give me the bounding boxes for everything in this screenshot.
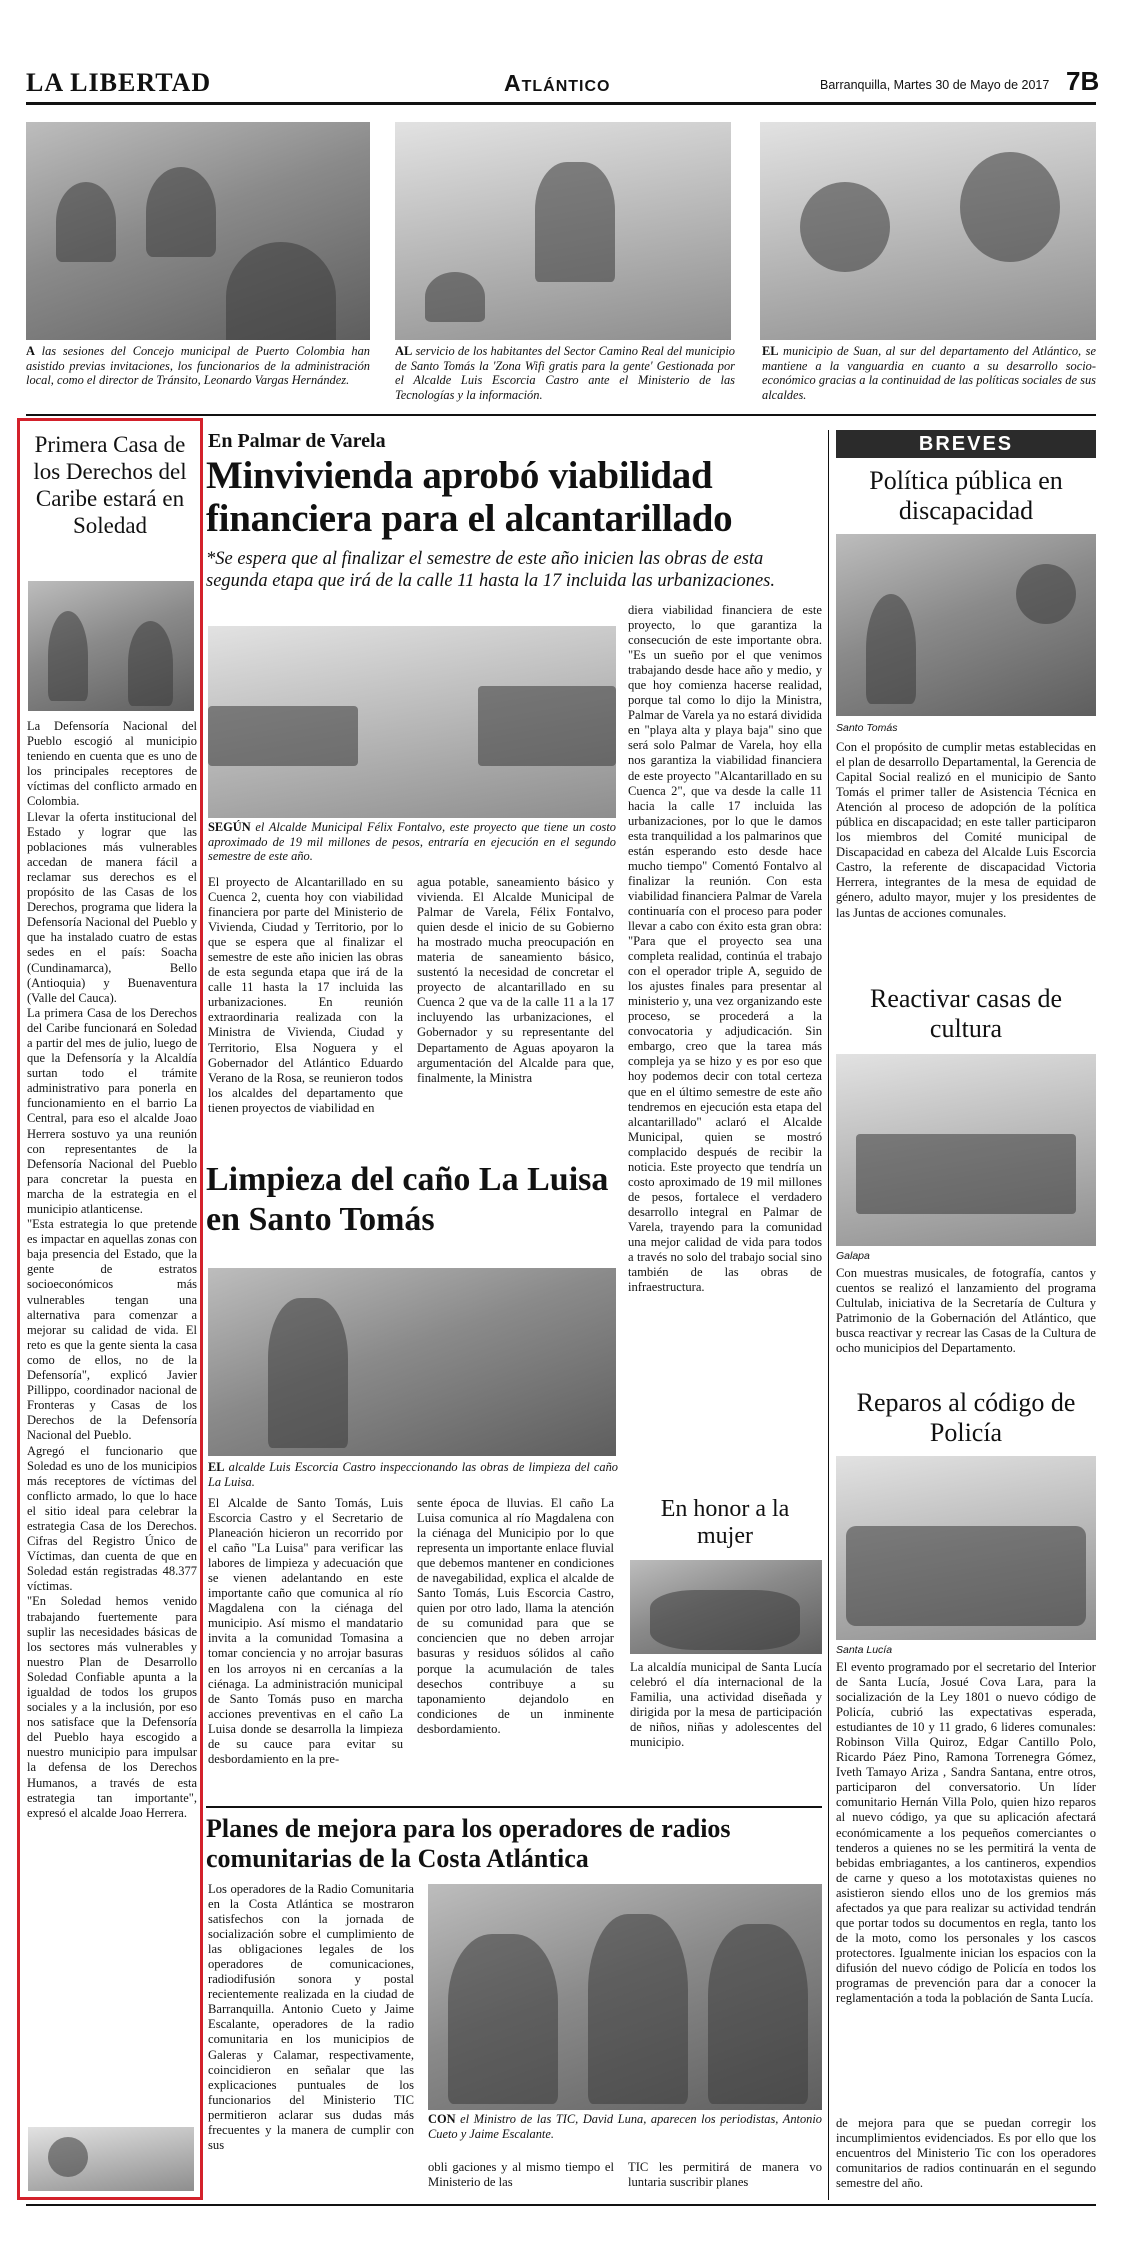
photo-casa-derechos [28,581,194,711]
masthead [26,66,1100,100]
photo-zona-wifi [395,122,731,340]
cano-photo-caption: EL alcalde Luis Escorcia Castro inspeccionando las obras de limpieza del caño La Luisa. [208,1460,618,1489]
photo-soledad-bottom [28,2127,194,2191]
cano-headline: Limpieza del caño La Luisa en Santo Tomás [206,1161,609,1238]
radio-headline: Planes de mejora para los operadores de radios comunitarias de la Costa Atlántica [206,1814,731,1873]
main-kicker: En Palmar de Varela [208,430,386,452]
photo-casas-cultura [836,1054,1096,1246]
breve-3-location: Santa Lucía [836,1644,893,1656]
photo-palmar-street [208,626,616,818]
caption-top-2: AL servicio de los habitantes del Sector Camino Real del municipio de Santo Tomás la 'Zona Wifi gratis para la gente' Gestionada por el Alcalde Luis Escorcia Castro ante el Ministerio de las Tecnologías y la información. [395,344,735,402]
soledad-headline: Primera Casa de los Derechos del Caribe estará en Soledad [33,432,187,538]
photo-cano-la-luisa [208,1268,616,1456]
top-photos-rule [26,414,1096,416]
breves-label: BREVES [836,430,1096,458]
radio-col-1: Los operadores de la Radio Comunitaria en la Costa Atlántica se mostraron satisfechos con la jornada de socialización sobre el cumplimiento de las obligaciones legales de los operadores de comunicaciones, radiodifusión sonora y postal recientemente realizada en la ciudad de Barranquilla. Antonio Cueto y Jaime Escalante, operadores de la radio comunitaria en los municipios de Galeras y Calamar, respectivamente, coincidieron en señalar que las explicaciones puntuales de los funcionarios del Ministerio TIC permitieron aclarar sus dudas más frecuentes y la manera de cumplir con sus [208,1882,414,2152]
cano-col-1: El Alcalde de Santo Tomás, Luis Escorcia Castro y el Secretario de Planeación hicieron un recorrido por el caño "La Luisa" para verificar las labores de limpieza y adecuación que se vienen adelantando en este importante caño que comunica al río Magdalena con la ciénaga del municipio. Así mismo el mandatario invita a la comunidad Tomasina a tomar conciencia y no arrojar basuras en los arroyos ni en cercanías a la ciénaga. La administración municipal de Santo Tomás puso en marcha acciones preventivas en el caño La Luisa donde se desarrolla la limpieza de su cauce para evitar su desbordamiento en la pre- [208,1496,403,1766]
header-rule [26,102,1096,105]
soledad-story-frame [17,418,203,2200]
paper-name: LA LIBERTAD [26,68,212,97]
main-headline: Minvivienda aprobó viabilidad financiera para el alcantarillado [206,454,733,540]
rule-col-breves [828,430,829,2200]
photo-suan [760,122,1096,340]
breve-2-body: Con muestras musicales, de fotografía, cantos y cuentos se realizó el lanzamiento del programa Cultulab, iniciativa de la Secretaría de Cultura y Patrimonio de la Gobernación del Atlántico, que busca reactivar y recrear las Casas de la Cultura de ocho municipios del Departamento. [836,1266,1096,1356]
photo-concejo-puerto-colombia [26,122,370,340]
breve-3-body: El evento programado por el secretario del Interior de Santa Lucía, Josué Cova Lara, para la socialización de la Ley 1801 o nuevo código de Policía, cubrió las expectativas esperada, estudiantes de 10 y 11 grado, 6 lideres comunales: Robinson Villa Quiroz, Edgar Cantillo Polo, Ricardo Páez Pino, Ramona Torrenegra Gómez, Iveth Tamayo Ariza , Sandra Santana, entre otros, participaron del conversatorio. Un líder comunitario Hernán Villa Polo, quien hizo reparos al nuevo código, ya que su aplicación afectará económicamente a los pequeños comerciantes o tenderos a quienes no se les permitirá la venta de bebidas embriagantes, a los cantineros, expendios de carne y queso a los mototaxistas quienes no asistieron siendo ellos uno de los gremios más afectados ya que para realizar su actividad tendrán que portar todos su documentos en regla, tanto los de la moto, como los personales y los cascos protectores. Igualmente inician los espacios con la difusión del nuevo código de Policía en todos los programas de prevención para dar a conocer la reglamentación a toda la población de Santa Lucía. [836,1660,1096,2006]
breve-1-title: Política pública en discapacidad [869,466,1063,525]
photo-radio-ministro [428,1884,822,2110]
radio-photo-caption: CON el Ministro de las TIC, David Luna, aparecen los periodistas, Antonio Cueto y Jaime Escalante. [428,2112,822,2141]
breve-2-location: Galapa [836,1250,870,1262]
breve-2-title: Reactivar casas de cultura [869,984,1062,1043]
main-col-2: agua potable, saneamiento básico y vivienda. El Alcalde Municipal de Palmar de Varela, Félix Fontalvo, quien desde el inicio de su Gobierno ha mostrado mucha preocupación en materia de saneamiento básico, sustentó la necesidad de concretar el proyecto de alcantarillado en su Cuenca 2 que va de la calle 11 a la 17 incluyendo las urbanizaciones, el Gobernador y su representante del Departamento de Aguas apoyaron la argumentación del Alcalde para que, finalmente, la Ministra [417,875,614,1085]
radio-top-rule [206,1806,822,1808]
photo-honor-mujer [630,1560,822,1654]
breve-1-location: Santo Tomás [836,722,898,734]
radio-col-3: TIC les permitirá de manera vo luntaria suscribir planes [628,2160,822,2190]
soledad-body: La Defensoría Nacional del Pueblo escogió al municipio teniendo en cuenta que es uno de los principales receptores de víctimas del conflicto armado en Colombia. Llevar la oferta institucional del Estado y lograr que las poblaciones más vulnerables accedan de manera fácil a reclamar sus derechos es el propósito de las Casas de los Derechos, programa que lidera la Defensoría Nacional del Pueblo y que ha instalado cuatro de estas sedes en el país: Soacha (Cundinamarca), Bello (Antioquia) y Buenaventura (Valle del Cauca). La primera Casa de los Derechos del Caribe funcionará en Soledad a partir del mes de julio, luego de que la Defensoría y la Alcaldía surtan todo el trámite administrativo para ponerla en funcionamiento en el barrio La Central, para eso el alcalde Joao Herrera sostuvo ya una reunión con representantes de la Defensoría Nacional del Pueblo para concretar la puesta en marcha de la estrategia en el municipio atlanticense. "Esta estrategia lo que pretende es impactar en aquellas zonas con baja presencia del Estado, que la gente de estratos socioeconómicos más vulnerables tengan una alternativa para comenzar a mejorar su calidad de vida. El reto es que la gente sienta la casa como de ellos, no de la Defensoría", explicó Javier Pillippo, coordinador nacional de Fronteras y Casas de los Derechos de la Defensoría Nacional del Pueblo. Agregó el funcionario que Soledad es uno de los municipios más receptores de víctimas del conflicto armado, lo que lo hace el sitio ideal para celebrar la estrategia Casa de los Derechos. Cifras del Registro Único de Víctimas, dan cuenta de que en Soledad están registradas 48.377 víctimas. "En Soledad hemos venido trabajando fuertemente para suplir las necesidades básicas de los sectores más vulnerables y nuestro Plan de Desarrollo Soledad Confiable apunta a la igualdad de todos los grupos sociales y a la inclusión, por eso nos satisface que la Defensoría del Pueblo haya escogido a nuestro municipio para impulsar la defensa de los Derechos Humanos, a través de esta estrategia tan importante", expresó el alcalde Joao Herrera. [27,719,197,1820]
main-photo-caption: SEGÚN el Alcalde Municipal Félix Fontalvo, este proyecto que tiene un costo aproximado de 19 mil millones de pesos, entraría en ejecución en el segundo semestre de este año. [208,820,616,864]
caption-top-3: EL municipio de Suan, al sur del departamento del Atlántico, se mantiene a la vanguardia en cuanto a su desarrollo socio-económico gracias a la continuidad de las políticas sociales de sus alcaldes. [762,344,1096,402]
honor-headline: En honor a la mujer [660,1496,790,1549]
photo-discapacidad [836,534,1096,716]
cano-col-2: sente época de lluvias. El caño La Luisa comunica al río Magdalena con la ciénaga del Municipio por lo que representa un importante enlace fluvial que debemos mantener en condiciones de navegabilidad, explica el alcalde de Santo Tomás, Luis Escorcia Castro, quien por otro lado, llama la atención de su comunidad para que se conciencien que no deben arrojar basuras y residuos sólidos al caño porque la acumulación de tales desechos contribuye a su taponamiento dejandolo en condiciones de un inminente desbordamiento. [417,1496,614,1736]
main-col-1: El proyecto de Alcantarillado en su Cuenca 2, cuenta hoy con viabilidad financiera por parte del Ministerio de Vivienda, Ciudad y Territorio, por lo que se espera que al finalizar el semestre de este año inicien las obras de esta segunda etapa que irá de la calle 11 hasta la 17 incluida las urbanizaciones. En reunión extraordinaria realizada con la Ministra de Vivienda, Ciudad y Territorio, Elsa Noguera y el Gobernador del Atlántico Eduardo Verano de la Rosa, se reunieron todos los alcaldes del departamento que tienen proyectos de viabilidad en [208,875,403,1115]
main-deck: *Se espera que al finalizar el semestre de este año inicien las obras de esta segunda etapa que irá de la calle 11 hasta la 17 incluida las urbanizaciones. [206,549,775,591]
breve-3-title: Reparos al código de Policía [856,1388,1076,1447]
breve-1-body: Con el propósito de cumplir metas establecidas en el plan de desarrollo Departamental, la Gerencia de Capital Social realizó en el municipio de Santo Tomás el primer taller de Asistencia Técnica en Atención al proceso de adopción de la política pública en discapacidad; en este taller participaron los miembros del Comité municipal de Discapacidad en cabeza del Alcalde Luis Escorcia Castro, la referente de discapacidad Victoria Herrera, integrantes de la mesa de equidad de género, adulto mayor, mujer y los presidentes de las Juntas de acciones comunales. [836,740,1096,920]
page-number: 7B [1066,66,1100,96]
radio-col-2: obli gaciones y al mismo tiempo el Ministerio de las [428,2160,614,2190]
dateline: Barranquilla, Martes 30 de Mayo de 2017 [820,78,1050,92]
rule-bottom [26,2204,1096,2206]
photo-codigo-policia [836,1456,1096,1640]
breve-3-tail: de mejora para que se puedan corregir los incumplimientos evidenciados. Es por ello que los encuentros del Ministerio Tic con los operadores comunitarios de radios continuarán en el segundo semestre del año. [836,2116,1096,2191]
main-col-3: diera viabilidad financiera de este proyecto, lo que garantiza la consecución de este importante obra. "Es un sueño por el que venimos trabajando desde hace año y medio, y que hoy comienza hacerse realidad, porque tal como lo dijo la Ministra, Palmar de Varela ya no estará dividida en "playa alta y playa baja" sino que será solo Palmar de Varela, hoy ella nos garantiza la viabilidad financiera de este proyecto "Alcantarillado en su Cuenca 2", que va desde la calle 11 hacia la calle 17 incluida las urbanizaciones, por lo que le damos esta tranquilidad a los palmarinos que están esperando esto desde hace mucho tiempo" Comentó Fontalvo al finalizar la reunión. Con esta viabilidad financiera Palmar de Varela continuaría con el proceso para poder llevar a cabo con éxito esta gran obra: "Para que el proyecto sea una completa realidad, continúa el trabajo con el operador triple A, seguido de los ajustes finales para presentar al ministerio y, una vez organizando este proceso, se procederá a la convocatoria y adjudicación. Sin embargo, creo que la tarea más compleja ya se hizo y es por eso que hoy podemos decir con total certeza que en el último semestre de este año tendremos en ejecución esta etapa del alcantarillado" aclaró el Alcalde Municipal, quien se mostró complacido después de recibir la noticia. Este proyecto que tendría un costo aproximado de 19 mil millones de pesos, fortalece el verdadero desarrollo integral en Palmar de Varela, trayendo para la comunidad una mejor calidad de vida para todos a través no solo del trabajo social sino también de las obras de infraestructura. [628,603,822,1295]
section-name: Atlántico [504,70,611,96]
caption-top-1: A las sesiones del Concejo municipal de Puerto Colombia han asistido previas invitaciones, los funcionarios de la administración local, como el director de Tránsito, Leonardo Vargas Hernández. [26,344,370,388]
honor-body: La alcaldía municipal de Santa Lucía celebró el día internacional de la Familia, una actividad diseñada y dirigida por la mesa de participación de niños, niñas y adolescentes del municipio. [630,1660,822,1750]
